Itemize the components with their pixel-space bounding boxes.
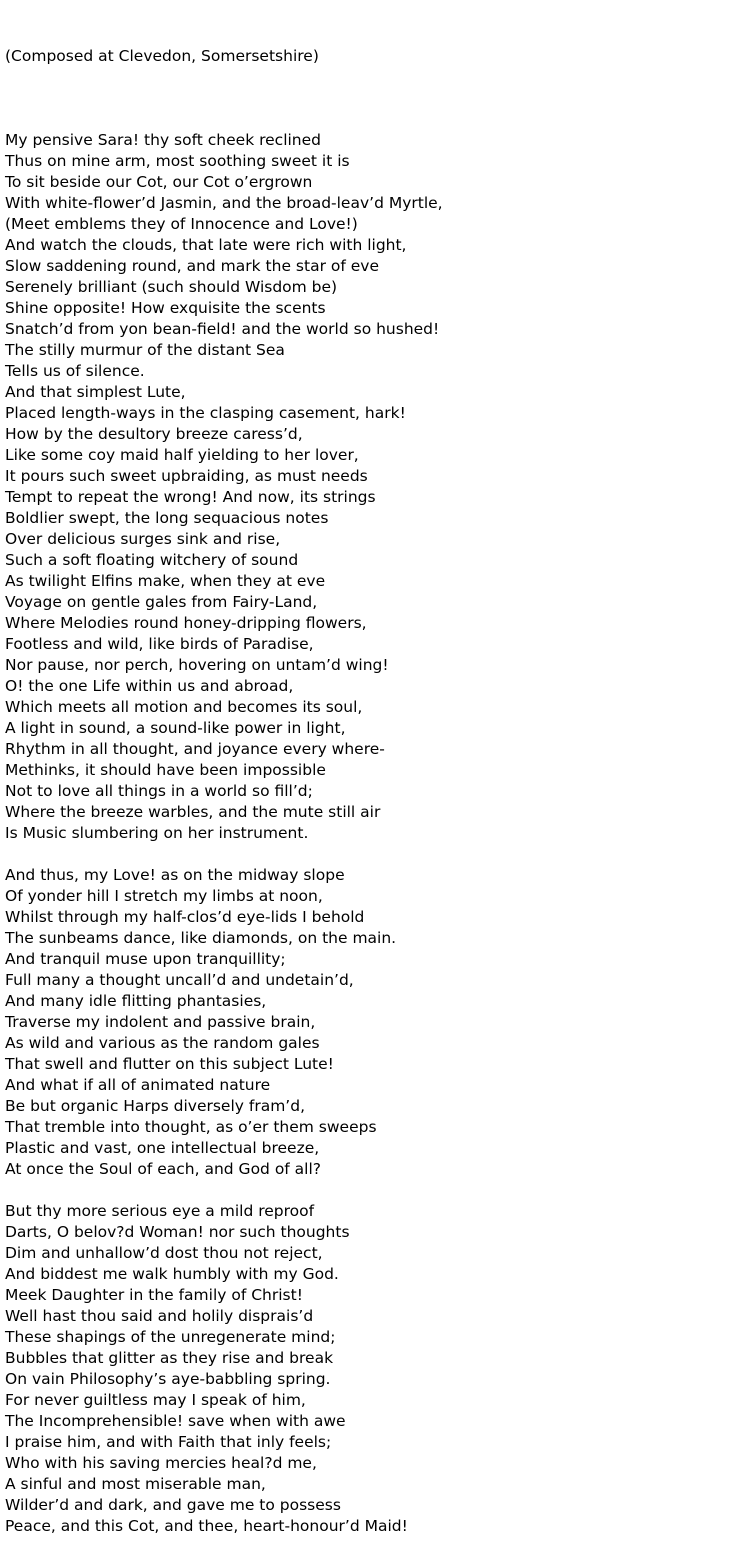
poem-line: Such a soft floating witchery of sound (5, 551, 299, 569)
poem-line: Wilder’d and dark, and gave me to possess (5, 1496, 341, 1514)
stanza (5, 865, 750, 1180)
poem-line: But thy more serious eye a mild reproof (5, 1202, 315, 1220)
poem-line: As twilight Elfins make, when they at eve (5, 572, 326, 590)
poem-line: A light in sound, a sound-like power in light, (5, 719, 346, 737)
poem-line: Over delicious surges sink and rise, (5, 530, 281, 548)
poem-line: As wild and various as the random gales (5, 1034, 320, 1052)
poem-line: Be but organic Harps diversely fram’d, (5, 1097, 305, 1115)
poem-line: With white-flower’d Jasmin, and the broad-leav’d Myrtle, (5, 194, 443, 212)
poem-line: Where the breeze warbles, and the mute still air (5, 803, 381, 821)
poem-line: Well hast thou said and holily disprais’d (5, 1307, 314, 1325)
poem-line: For never guiltless may I speak of him, (5, 1391, 306, 1409)
poem-line: The stilly murmur of the distant Sea (5, 341, 285, 359)
poem-line: And many idle flitting phantasies, (5, 992, 267, 1010)
poem-line: Snatch’d from yon bean-field! and the world so hushed! (5, 320, 440, 338)
poem-line: Like some coy maid half yielding to her lover, (5, 446, 359, 464)
poem-line: And watch the clouds, that late were rich with light, (5, 236, 407, 254)
poem-line: My pensive Sara! thy soft cheek reclined (5, 131, 322, 149)
poem-line: Full many a thought uncall’d and undetain’d, (5, 971, 354, 989)
poem-line: Boldlier swept, the long sequacious notes (5, 509, 329, 527)
stanza-gap (5, 1180, 750, 1201)
poem-line: And biddest me walk humbly with my God. (5, 1265, 339, 1283)
poem-line: And that simplest Lute, (5, 383, 186, 401)
poem-line: Is Music slumbering on her instrument. (5, 824, 309, 842)
poem-line: I praise him, and with Faith that inly feels; (5, 1433, 332, 1451)
poem-line: Darts, O belov?d Woman! nor such thoughts (5, 1223, 350, 1241)
poem-line: Methinks, it should have been impossible (5, 761, 326, 779)
poem-line: Thus on mine arm, most soothing sweet it is (5, 152, 350, 170)
poem-line: Traverse my indolent and passive brain, (5, 1013, 316, 1031)
poem-line: Placed length-ways in the clasping casement, hark! (5, 404, 406, 422)
stanza (5, 130, 750, 844)
poem-line: And tranquil muse upon tranquillity; (5, 950, 286, 968)
poem-line: Of yonder hill I stretch my limbs at noon, (5, 887, 323, 905)
poem-line: To sit beside our Cot, our Cot o’ergrown (5, 173, 313, 191)
poem-line: O! the one Life within us and abroad, (5, 677, 294, 695)
poem-line: Who with his saving mercies heal?d me, (5, 1454, 317, 1472)
poem-subtitle: (Composed at Clevedon, Somersetshire) (5, 47, 319, 65)
poem-line: The sunbeams dance, like diamonds, on the main. (5, 929, 397, 947)
stanza-gap (5, 844, 750, 865)
poem-line: Whilst through my half-clos’d eye-lids I behold (5, 908, 365, 926)
poem-line: Slow saddening round, and mark the star of eve (5, 257, 379, 275)
poem-line: That swell and flutter on this subject Lute! (5, 1055, 334, 1073)
poem-line: How by the desultory breeze caress’d, (5, 425, 303, 443)
poem-line: The Incomprehensible! save when with awe (5, 1412, 346, 1430)
poem-line: That tremble into thought, as o’er them sweeps (5, 1118, 377, 1136)
poem-line: Serenely brilliant (such should Wisdom be) (5, 278, 338, 296)
poem-line: At once the Soul of each, and God of all? (5, 1160, 322, 1178)
poem-line: Nor pause, nor perch, hovering on untam’d wing! (5, 656, 389, 674)
poem-line: A sinful and most miserable man, (5, 1475, 266, 1493)
poem-line: Tells us of silence. (5, 362, 145, 380)
poem-line: It pours such sweet upbraiding, as must needs (5, 467, 368, 485)
poem-line: Meek Daughter in the family of Christ! (5, 1286, 303, 1304)
poem-line: Bubbles that glitter as they rise and break (5, 1349, 334, 1367)
poem-line: Where Melodies round honey-dripping flowers, (5, 614, 367, 632)
poem-line: Plastic and vast, one intellectual breeze, (5, 1139, 320, 1157)
poem-line: And thus, my Love! as on the midway slope (5, 866, 345, 884)
poem-line: Not to love all things in a world so fill’d; (5, 782, 313, 800)
poem-body (5, 109, 750, 1537)
poem-line: Peace, and this Cot, and thee, heart-honour’d Maid! (5, 1517, 408, 1535)
poem-line: Tempt to repeat the wrong! And now, its strings (5, 488, 376, 506)
stanza (5, 1201, 750, 1537)
poem-line: Rhythm in all thought, and joyance every where- (5, 740, 385, 758)
stanza-gap (5, 109, 750, 130)
poem-line: (Meet emblems they of Innocence and Love!) (5, 215, 358, 233)
poem-line: Voyage on gentle gales from Fairy-Land, (5, 593, 318, 611)
poem-line: And what if all of animated nature (5, 1076, 271, 1094)
poem-line: Footless and wild, like birds of Paradise, (5, 635, 314, 653)
poem-line: On vain Philosophy’s aye-babbling spring. (5, 1370, 331, 1388)
poem-line: These shapings of the unregenerate mind; (5, 1328, 336, 1346)
poem-line: Shine opposite! How exquisite the scents (5, 299, 326, 317)
poem-line: Dim and unhallow’d dost thou not reject, (5, 1244, 323, 1262)
poem-line: Which meets all motion and becomes its soul, (5, 698, 363, 716)
